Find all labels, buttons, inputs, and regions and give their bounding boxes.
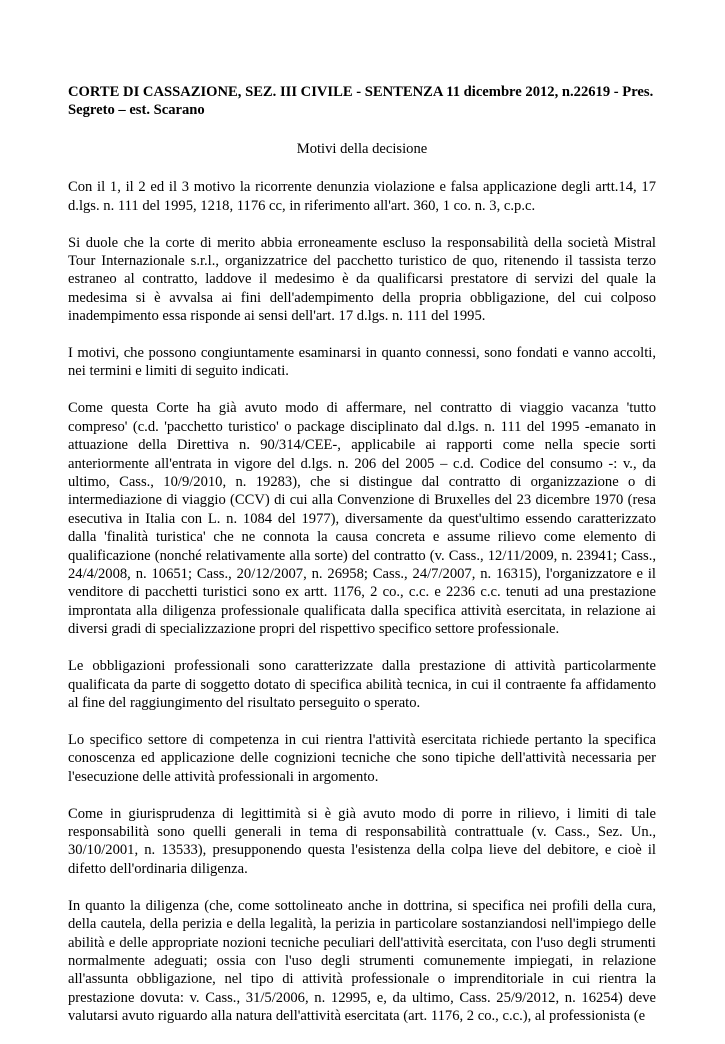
paragraph: Si duole che la corte di merito abbia erroneamente escluso la responsabilità della società Mistral Tour Internazionale s.r.l., organizzatrice del pacchetto turistico de quo, ritenendo il tassista terzo estraneo al contratto, laddove il medesimo è da qualificarsi prestatore di servizi del quale la medesima si è avvalsa ai fini dell'adempimento della propria obbligazione, del cui colposo inadempimento essa risponde ai sensi dell'art. 17 d.lgs. n. 111 del 1995. (68, 234, 656, 325)
section-heading: Motivi della decisione (296, 140, 428, 157)
paragraph: In quanto la diligenza (che, come sottolineato anche in dottrina, si specifica nei profili della cura, della cautela, della perizia e della legalità, la perizia in particolare sostanziandosi nell'impiego delle abilità e delle appropriate nozioni tecniche peculiari dell'attività esercitata, con l'uso degli strumenti normalmente adeguati; ossia con l'uso degli strumenti comunemente impiegati, in relazione all'assunta obbligazione, nel tipo di attività professionale o imprenditoriale in cui rientra la prestazione dovuta: v. Cass., 31/5/2006, n. 12995, e, da ultimo, Cass. 25/9/2012, n. 16254) deve valutarsi avuto riguardo alla natura dell'attività esercitata (art. 1176, 2 co., c.c.), al professionista (e (68, 897, 656, 1025)
paragraph: Come questa Corte ha già avuto modo di affermare, nel contratto di viaggio vacanza 'tutto compreso' (c.d. 'pacchetto turistico' o package disciplinato dal d.lgs. n. 111 del 1995 -emanato in attuazione della Direttiva n. 90/314/CEE-, applicabile ai rapporti come nella specie sorti anteriormente all'entrata in vigore del d.lgs. n. 206 del 2005 – c.d. Codice del consumo -: v., da ultimo, Cass., 10/9/2010, n. 19283), che si distingue dal contratto di organizzazione o di intermediazione di viaggio (CCV) di cui alla Convenzione di Bruxelles del 23 dicembre 1970 (resa esecutiva in Italia con L. n. 1084 del 1977), diversamente da quest'ultimo essendo caratterizzato dalla 'finalità turistica' che ne connota la causa concreta e assume rilievo come elemento di qualificazione (nonché relativamente alla sorte) del contratto (v. Cass., 12/11/2009, n. 23941; Cass., 24/4/2008, n. 10651; Cass., 20/12/2007, n. 26958; Cass., 24/7/2007, n. 16315), l'organizzatore e il venditore di pacchetti turistici sono ex artt. 1176, 2 co., c.c. e 2236 c.c. tenuti ad una prestazione improntata alla diligenza professionale qualificata dalla specifica attività esercitata, in relazione ai diversi gradi di specializzazione propri del rispettivo specifico settore professionale. (68, 400, 656, 638)
paragraph: Con il 1, il 2 ed il 3 motivo la ricorrente denunzia violazione e falsa applicazione degli artt.14, 17 d.lgs. n. 111 del 1995, 1218, 1176 cc, in riferimento all'art. 360, 1 co. n. 3, c.p.c. (68, 179, 656, 214)
document-title: CORTE DI CASSAZIONE, SEZ. III CIVILE - SENTENZA 11 dicembre 2012, n.22619 - Pres. Segreto – est. Scarano (68, 84, 654, 119)
paragraph: I motivi, che possono congiuntamente esaminarsi in quanto connessi, sono fondati e vanno accolti, nei termini e limiti di seguito indicati. (68, 345, 656, 380)
document-page (68, 83, 656, 1044)
paragraph: Lo specifico settore di competenza in cui rientra l'attività esercitata richiede pertanto la specifica conoscenza ed applicazione delle cognizioni tecniche che sono tipiche dell'attività necessaria per l'esecuzione delle attività professionali in argomento. (68, 731, 656, 785)
paragraph: Come in giurisprudenza di legittimità si è già avuto modo di porre in rilievo, i limiti di tale responsabilità sono quelli generali in tema di responsabilità contrattuale (v. Cass., Sez. Un., 30/10/2001, n. 13533), presupponendo questa l'esistenza della colpa lieve del debitore, e cioè il difetto dell'ordinaria diligenza. (68, 805, 656, 877)
paragraph: Le obbligazioni professionali sono caratterizzate dalla prestazione di attività particolarmente qualificata da parte di soggetto dotato di specifica abilità tecnica, in cui il contraente fa affidamento al fine del raggiungimento del risultato perseguito o sperato. (68, 658, 656, 711)
